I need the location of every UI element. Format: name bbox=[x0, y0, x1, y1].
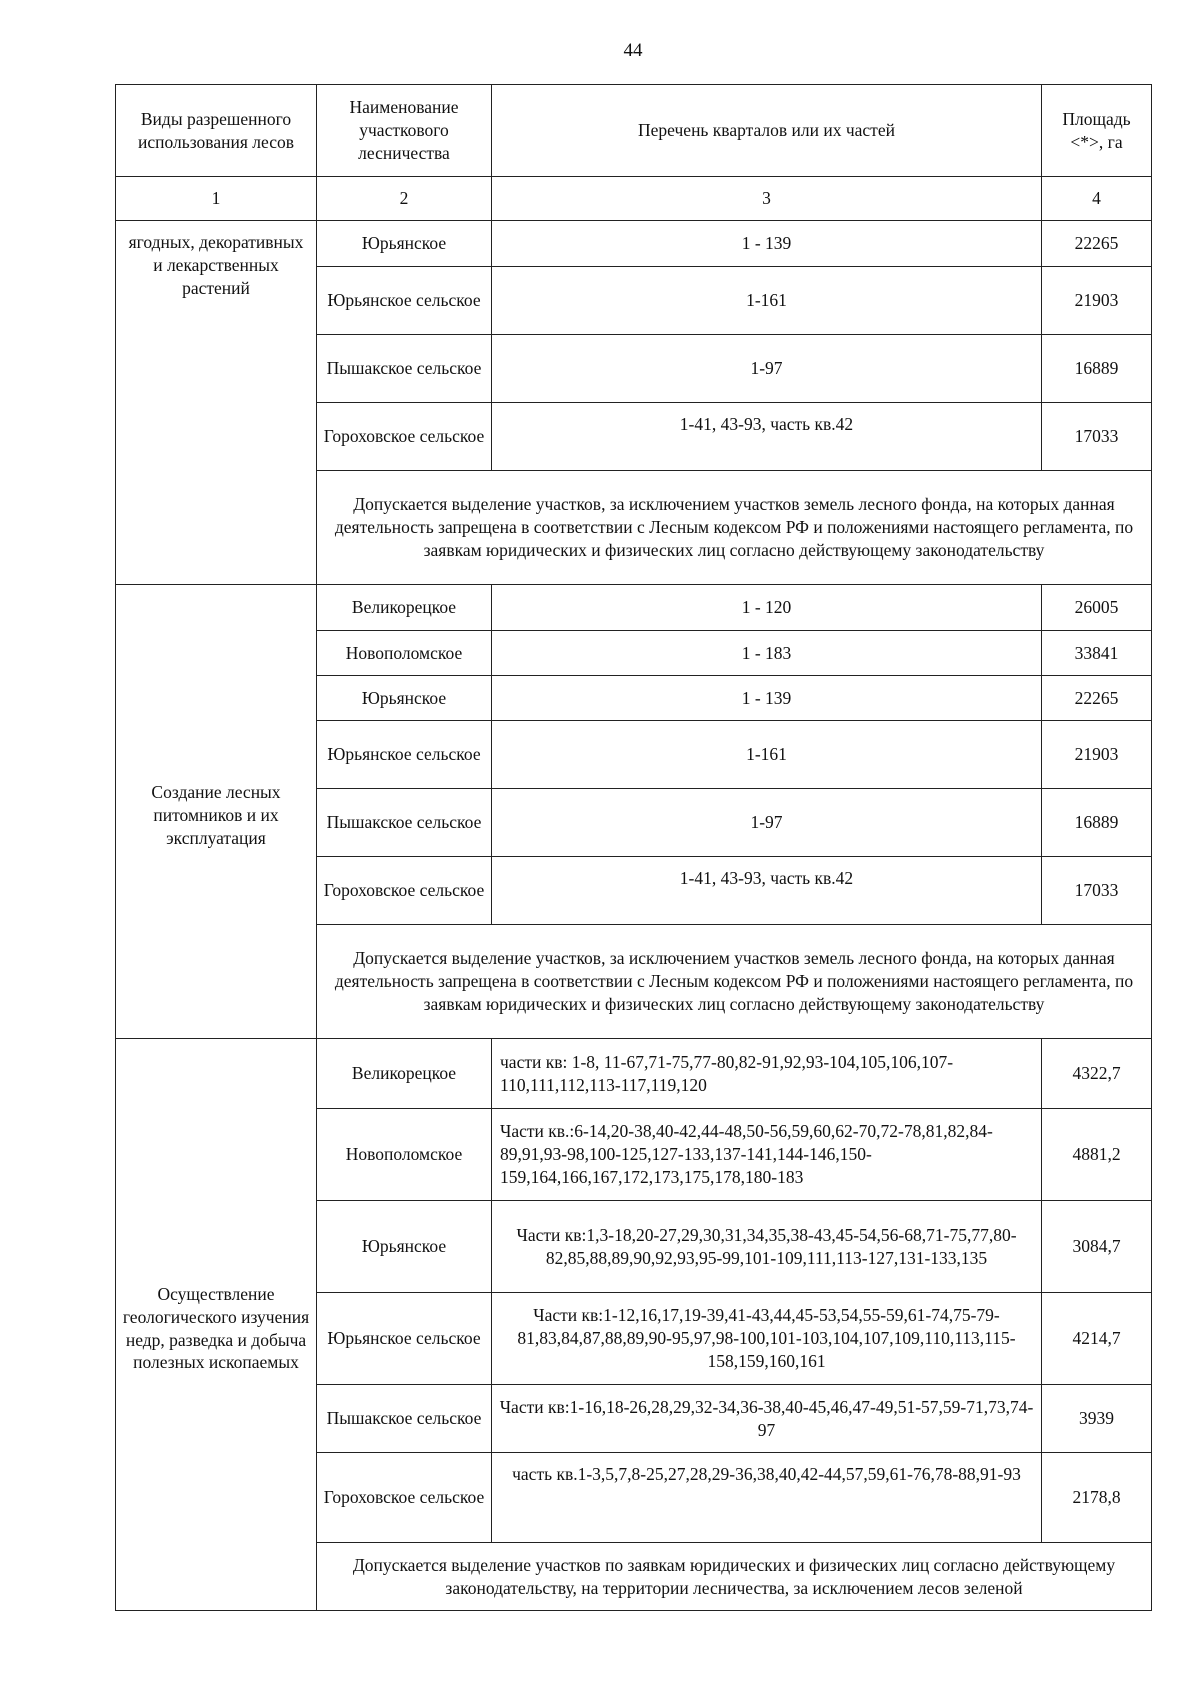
area-cell: 22265 bbox=[1042, 221, 1152, 267]
forestry-cell: Юрьянское bbox=[317, 221, 492, 267]
area-cell: 26005 bbox=[1042, 585, 1152, 631]
area-cell: 3084,7 bbox=[1042, 1201, 1152, 1293]
area-cell: 17033 bbox=[1042, 403, 1152, 471]
quarters-cell: часть кв.1-3,5,7,8-25,27,28,29-36,38,40,42-44,57,59,61-76,78-88,91-93 bbox=[492, 1453, 1042, 1543]
forestry-cell: Великорецкое bbox=[317, 585, 492, 631]
forestry-cell: Новополомское bbox=[317, 631, 492, 676]
forest-use-table bbox=[115, 84, 1152, 1611]
column-number: 3 bbox=[492, 177, 1042, 221]
area-cell: 21903 bbox=[1042, 721, 1152, 789]
quarters-cell: части кв: 1-8, 11-67,71-75,77-80,82-91,92,93-104,105,106,107-110,111,112,113-117,119,120 bbox=[492, 1039, 1042, 1109]
quarters-cell: 1-161 bbox=[492, 267, 1042, 335]
table-row bbox=[116, 221, 1152, 267]
forestry-cell: Пышакское сельское bbox=[317, 1385, 492, 1453]
forestry-cell: Гороховское сельское bbox=[317, 403, 492, 471]
forestry-cell: Великорецкое bbox=[317, 1039, 492, 1109]
quarters-cell: 1-97 bbox=[492, 335, 1042, 403]
area-cell: 22265 bbox=[1042, 676, 1152, 721]
use-kind-cell: ягодных, декоративных и лекарственных растений bbox=[116, 221, 317, 585]
use-kind-cell: Осуществление геологического изучения недр, разведка и добыча полезных ископаемых bbox=[116, 1039, 317, 1611]
quarters-cell: Части кв:1-16,18-26,28,29,32-34,36-38,40-45,46,47-49,51-57,59-71,73,74-97 bbox=[492, 1385, 1042, 1453]
quarters-cell: Части кв.:6-14,20-38,40-42,44-48,50-56,59,60,62-70,72-78,81,82,84-89,91,93-98,100-125,127-133,137-141,144-146,150-159,164,166,167,172,173,175,178,180-183 bbox=[492, 1109, 1042, 1201]
area-cell: 4214,7 bbox=[1042, 1293, 1152, 1385]
note-cell: Допускается выделение участков, за исключением участков земель лесного фонда, на которых данная деятельность запрещена в соответствии с Лесным кодексом РФ и положениями настоящего регламента, по заявкам юридических и физических лиц согласно действующему законодательству bbox=[317, 471, 1152, 585]
area-cell: 33841 bbox=[1042, 631, 1152, 676]
column-number: 4 bbox=[1042, 177, 1152, 221]
header-area: Площадь <*>, га bbox=[1042, 85, 1152, 177]
header-forestry: Наименование участкового лесничества bbox=[317, 85, 492, 177]
quarters-cell: 1-97 bbox=[492, 789, 1042, 857]
table-row bbox=[116, 1039, 1152, 1109]
area-cell: 21903 bbox=[1042, 267, 1152, 335]
quarters-cell: 1-161 bbox=[492, 721, 1042, 789]
note-cell: Допускается выделение участков, за исключением участков земель лесного фонда, на которых данная деятельность запрещена в соответствии с Лесным кодексом РФ и положениями настоящего регламента, по заявкам юридических и физических лиц согласно действующему законодательству bbox=[317, 925, 1152, 1039]
quarters-cell: Части кв:1-12,16,17,19-39,41-43,44,45-53,54,55-59,61-74,75-79-81,83,84,87,88,89,90-95,97,98-100,101-103,104,107,109,110,113,115-158,159,160,161 bbox=[492, 1293, 1042, 1385]
area-cell: 4322,7 bbox=[1042, 1039, 1152, 1109]
quarters-cell: 1-41, 43-93, часть кв.42 bbox=[492, 403, 1042, 471]
page-number: 44 bbox=[623, 40, 643, 61]
forestry-cell: Юрьянское bbox=[317, 1201, 492, 1293]
quarters-cell: 1 - 139 bbox=[492, 221, 1042, 267]
quarters-cell: 1-41, 43-93, часть кв.42 bbox=[492, 857, 1042, 925]
area-cell: 16889 bbox=[1042, 789, 1152, 857]
forestry-cell: Гороховское сельское bbox=[317, 857, 492, 925]
area-cell: 2178,8 bbox=[1042, 1453, 1152, 1543]
header-kind: Виды разрешенного использования лесов bbox=[116, 85, 317, 177]
forestry-cell: Пышакское сельское bbox=[317, 335, 492, 403]
forestry-cell: Юрьянское сельское bbox=[317, 267, 492, 335]
area-cell: 16889 bbox=[1042, 335, 1152, 403]
forestry-cell: Юрьянское bbox=[317, 676, 492, 721]
forestry-cell: Новополомское bbox=[317, 1109, 492, 1201]
forestry-cell: Юрьянское сельское bbox=[317, 721, 492, 789]
quarters-cell: Части кв:1,3-18,20-27,29,30,31,34,35,38-43,45-54,56-68,71-75,77,80-82,85,88,89,90,92,93,95-99,101-109,111,113-127,131-133,135 bbox=[492, 1201, 1042, 1293]
use-kind-cell: Создание лесных питомников и их эксплуатация bbox=[116, 585, 317, 1039]
column-number-row bbox=[116, 177, 1152, 221]
quarters-cell: 1 - 139 bbox=[492, 676, 1042, 721]
forestry-cell: Гороховское сельское bbox=[317, 1453, 492, 1543]
column-number: 1 bbox=[116, 177, 317, 221]
area-cell: 4881,2 bbox=[1042, 1109, 1152, 1201]
column-number: 2 bbox=[317, 177, 492, 221]
forestry-cell: Юрьянское сельское bbox=[317, 1293, 492, 1385]
forestry-cell: Пышакское сельское bbox=[317, 789, 492, 857]
header-row bbox=[116, 85, 1152, 177]
quarters-cell: 1 - 183 bbox=[492, 631, 1042, 676]
area-cell: 17033 bbox=[1042, 857, 1152, 925]
table-row bbox=[116, 585, 1152, 631]
header-quarters: Перечень кварталов или их частей bbox=[492, 85, 1042, 177]
area-cell: 3939 bbox=[1042, 1385, 1152, 1453]
note-cell: Допускается выделение участков по заявкам юридических и физических лиц согласно действующему законодательству, на территории лесничества, за исключением лесов зеленой bbox=[317, 1543, 1152, 1611]
quarters-cell: 1 - 120 bbox=[492, 585, 1042, 631]
